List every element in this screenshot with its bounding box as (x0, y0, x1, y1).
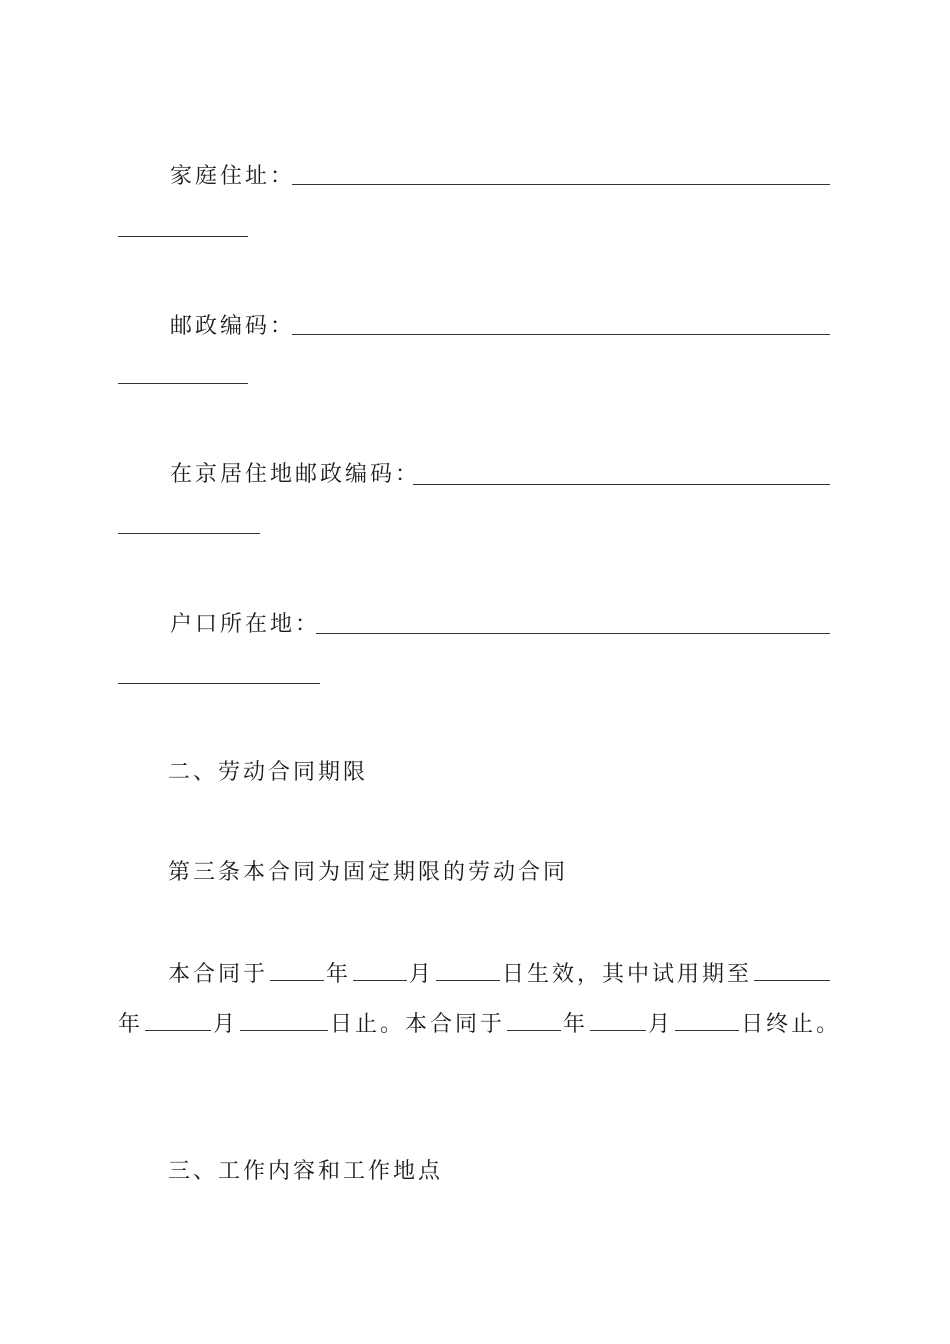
section-3-heading: 三、工作内容和工作地点 (168, 1159, 444, 1184)
probation-month-blank[interactable] (145, 1008, 211, 1031)
postal-code-label: 邮政编码： (170, 314, 296, 339)
home-address-field-continued[interactable] (118, 236, 248, 237)
contract-term-line (118, 1008, 841, 1040)
termination-text: 日终止。 (741, 1012, 842, 1037)
effective-month-blank[interactable] (353, 958, 407, 981)
effective-year-blank[interactable] (270, 958, 324, 981)
end-day-blank[interactable] (675, 1008, 739, 1031)
end-month-blank[interactable] (590, 1008, 646, 1031)
section-2-heading: 二、劳动合同期限 (168, 760, 369, 785)
home-address-label: 家庭住址： (170, 164, 296, 189)
postal-code-field-continued[interactable] (118, 383, 248, 384)
month-label: 月 (213, 1012, 239, 1037)
month-label: 月 (648, 1012, 674, 1037)
household-registration-label: 户口所在地： (170, 612, 321, 637)
year-label: 年 (118, 1012, 144, 1037)
beijing-postal-code-field[interactable] (413, 484, 830, 485)
contract-effective-prefix: 本合同于 (168, 962, 269, 987)
home-address-field[interactable] (292, 184, 830, 185)
article-3-text: 第三条本合同为固定期限的劳动合同 (168, 860, 569, 885)
contract-effective-line (168, 958, 832, 990)
year-label: 年 (563, 1012, 589, 1037)
probation-day-blank[interactable] (240, 1008, 328, 1031)
beijing-postal-code-label: 在京居住地邮政编码： (170, 462, 421, 487)
effective-probation-text: 日生效，其中试用期至 (502, 962, 753, 987)
household-registration-field-continued[interactable] (118, 683, 320, 684)
probation-end-text: 日止。本合同于 (330, 1012, 506, 1037)
probation-year-blank[interactable] (754, 958, 830, 981)
year-label: 年 (326, 962, 352, 987)
household-registration-field[interactable] (316, 633, 830, 634)
postal-code-field[interactable] (292, 334, 830, 335)
effective-day-blank[interactable] (436, 958, 500, 981)
month-label: 月 (409, 962, 435, 987)
beijing-postal-code-field-continued[interactable] (118, 533, 260, 534)
end-year-blank[interactable] (507, 1008, 561, 1031)
